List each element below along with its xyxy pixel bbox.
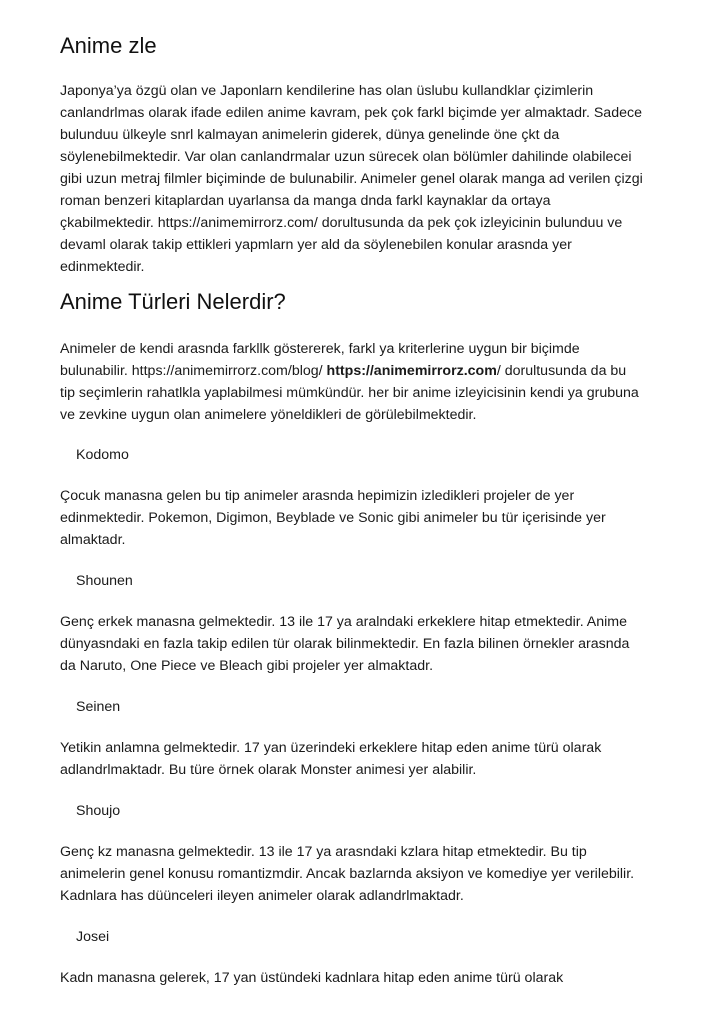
- text-line: edinmektedir. Pokemon, Digimon, Beyblade ve Sonic gibi animeler bu tür içerisinde yer: [60, 510, 606, 526]
- text-line: roman benzeri kitaplardan uyarlansa da manga dnda farkl kaynaklar da ortaya: [60, 193, 551, 209]
- section-heading: Anime Türleri Nelerdir?: [60, 289, 286, 314]
- type-heading-josei: Josei: [76, 929, 110, 945]
- text-line: söylenebilmektedir. Var olan canlandrmalar uzun sürecek olan bölümler dahilinde olabilecei: [60, 149, 632, 165]
- text-segment: bulunabilir. https://animemirrorz.com/blog/: [60, 363, 327, 379]
- text-line: canlandrlmas olarak ifade edilen anime kavram, pek çok farkl biçimde yer almaktadr. Sadece: [60, 105, 642, 121]
- page-title: Anime zle: [60, 33, 157, 58]
- text-line: almaktadr.: [60, 532, 126, 548]
- text-segment: / dorultusunda da bu: [496, 363, 627, 379]
- text-line: Kadn manasna gelerek, 17 yan üstündeki kadnlara hitap eden anime türü olarak: [60, 970, 564, 986]
- text-line: gibi uzun metraj filmler biçiminde de bulunabilir. Animeler genel olarak manga ad verilen çizgi: [60, 171, 643, 187]
- type-desc-seinen: [60, 737, 670, 781]
- text-line: bulunduu ülkeyle snrl kalmayan animelerin giderek, dünya genelinde öne çkt da: [60, 127, 560, 143]
- type-desc-josei: [60, 967, 670, 989]
- text-line: Genç kz manasna gelmektedir. 13 ile 17 ya arasndaki kzlara hitap etmektedir. Bu tip: [60, 844, 587, 860]
- type-heading-shounen: Shounen: [76, 573, 133, 589]
- type-heading-kodomo: Kodomo: [76, 447, 129, 463]
- text-line: Japonya’ya özgü olan ve Japonlarn kendilerine has olan üslubu kullandklar çizimlerin: [60, 83, 594, 99]
- type-heading-seinen: Seinen: [76, 699, 121, 715]
- text-line: da Naruto, One Piece ve Bleach gibi projeler yer almaktadr.: [60, 658, 434, 674]
- text-line: devaml olarak takip ettikleri yapmlarn yer ald da söylenebilen konular arasnda yer: [60, 237, 572, 253]
- text-line: [60, 360, 670, 382]
- text-line: Kadnlara has düünceleri ileyen animeler olarak adlandrlmaktadr.: [60, 888, 464, 904]
- text-line: Çocuk manasna gelen bu tip animeler arasnda hepimizin izledikleri projeler de yer: [60, 488, 575, 504]
- text-line: tip seçimlerin rahatlkla yaplabilmesi mümkündür. her bir anime izleyicisinin kendi ya grubuna: [60, 385, 639, 401]
- type-desc-shounen: [60, 611, 670, 677]
- text-line: Yetikin anlamna gelmektedir. 17 yan üzerindeki erkeklere hitap eden anime türü olarak: [60, 740, 602, 756]
- text-line: edinmektedir.: [60, 259, 145, 275]
- bold-link-text: https://animemirrorz.com: [326, 363, 497, 379]
- text-line: Animeler de kendi arasnda farkllk göstererek, farkl ya kriterlerine uygun bir biçimde: [60, 341, 580, 357]
- type-desc-shoujo: [60, 841, 670, 907]
- text-line: adlandrlmaktadr. Bu türe örnek olarak Monster animesi yer alabilir.: [60, 762, 477, 778]
- text-line: ve zevkine uygun olan animelere yöneldikleri de görülebilmektedir.: [60, 407, 477, 423]
- intro-paragraph: [60, 80, 670, 278]
- text-line: dünyasndaki en fazla takip edilen tür olarak bilinmektedir. En fazla bilinen örnekler arasnda: [60, 636, 630, 652]
- text-line: Genç erkek manasna gelmektedir. 13 ile 17 ya aralndaki erkeklere hitap etmektedir. Anime: [60, 614, 628, 630]
- text-line: çkabilmektedir. https://animemirrorz.com/ dorultusunda da pek çok izleyicinin bulunduu ve: [60, 215, 623, 231]
- type-heading-shoujo: Shoujo: [76, 803, 121, 819]
- types-intro-paragraph: [60, 338, 670, 426]
- text-line: animelerin genel konusu romantizmdir. Ancak bazlarnda aksiyon ve komediye yer verilebilir.: [60, 866, 635, 882]
- type-desc-kodomo: [60, 485, 670, 551]
